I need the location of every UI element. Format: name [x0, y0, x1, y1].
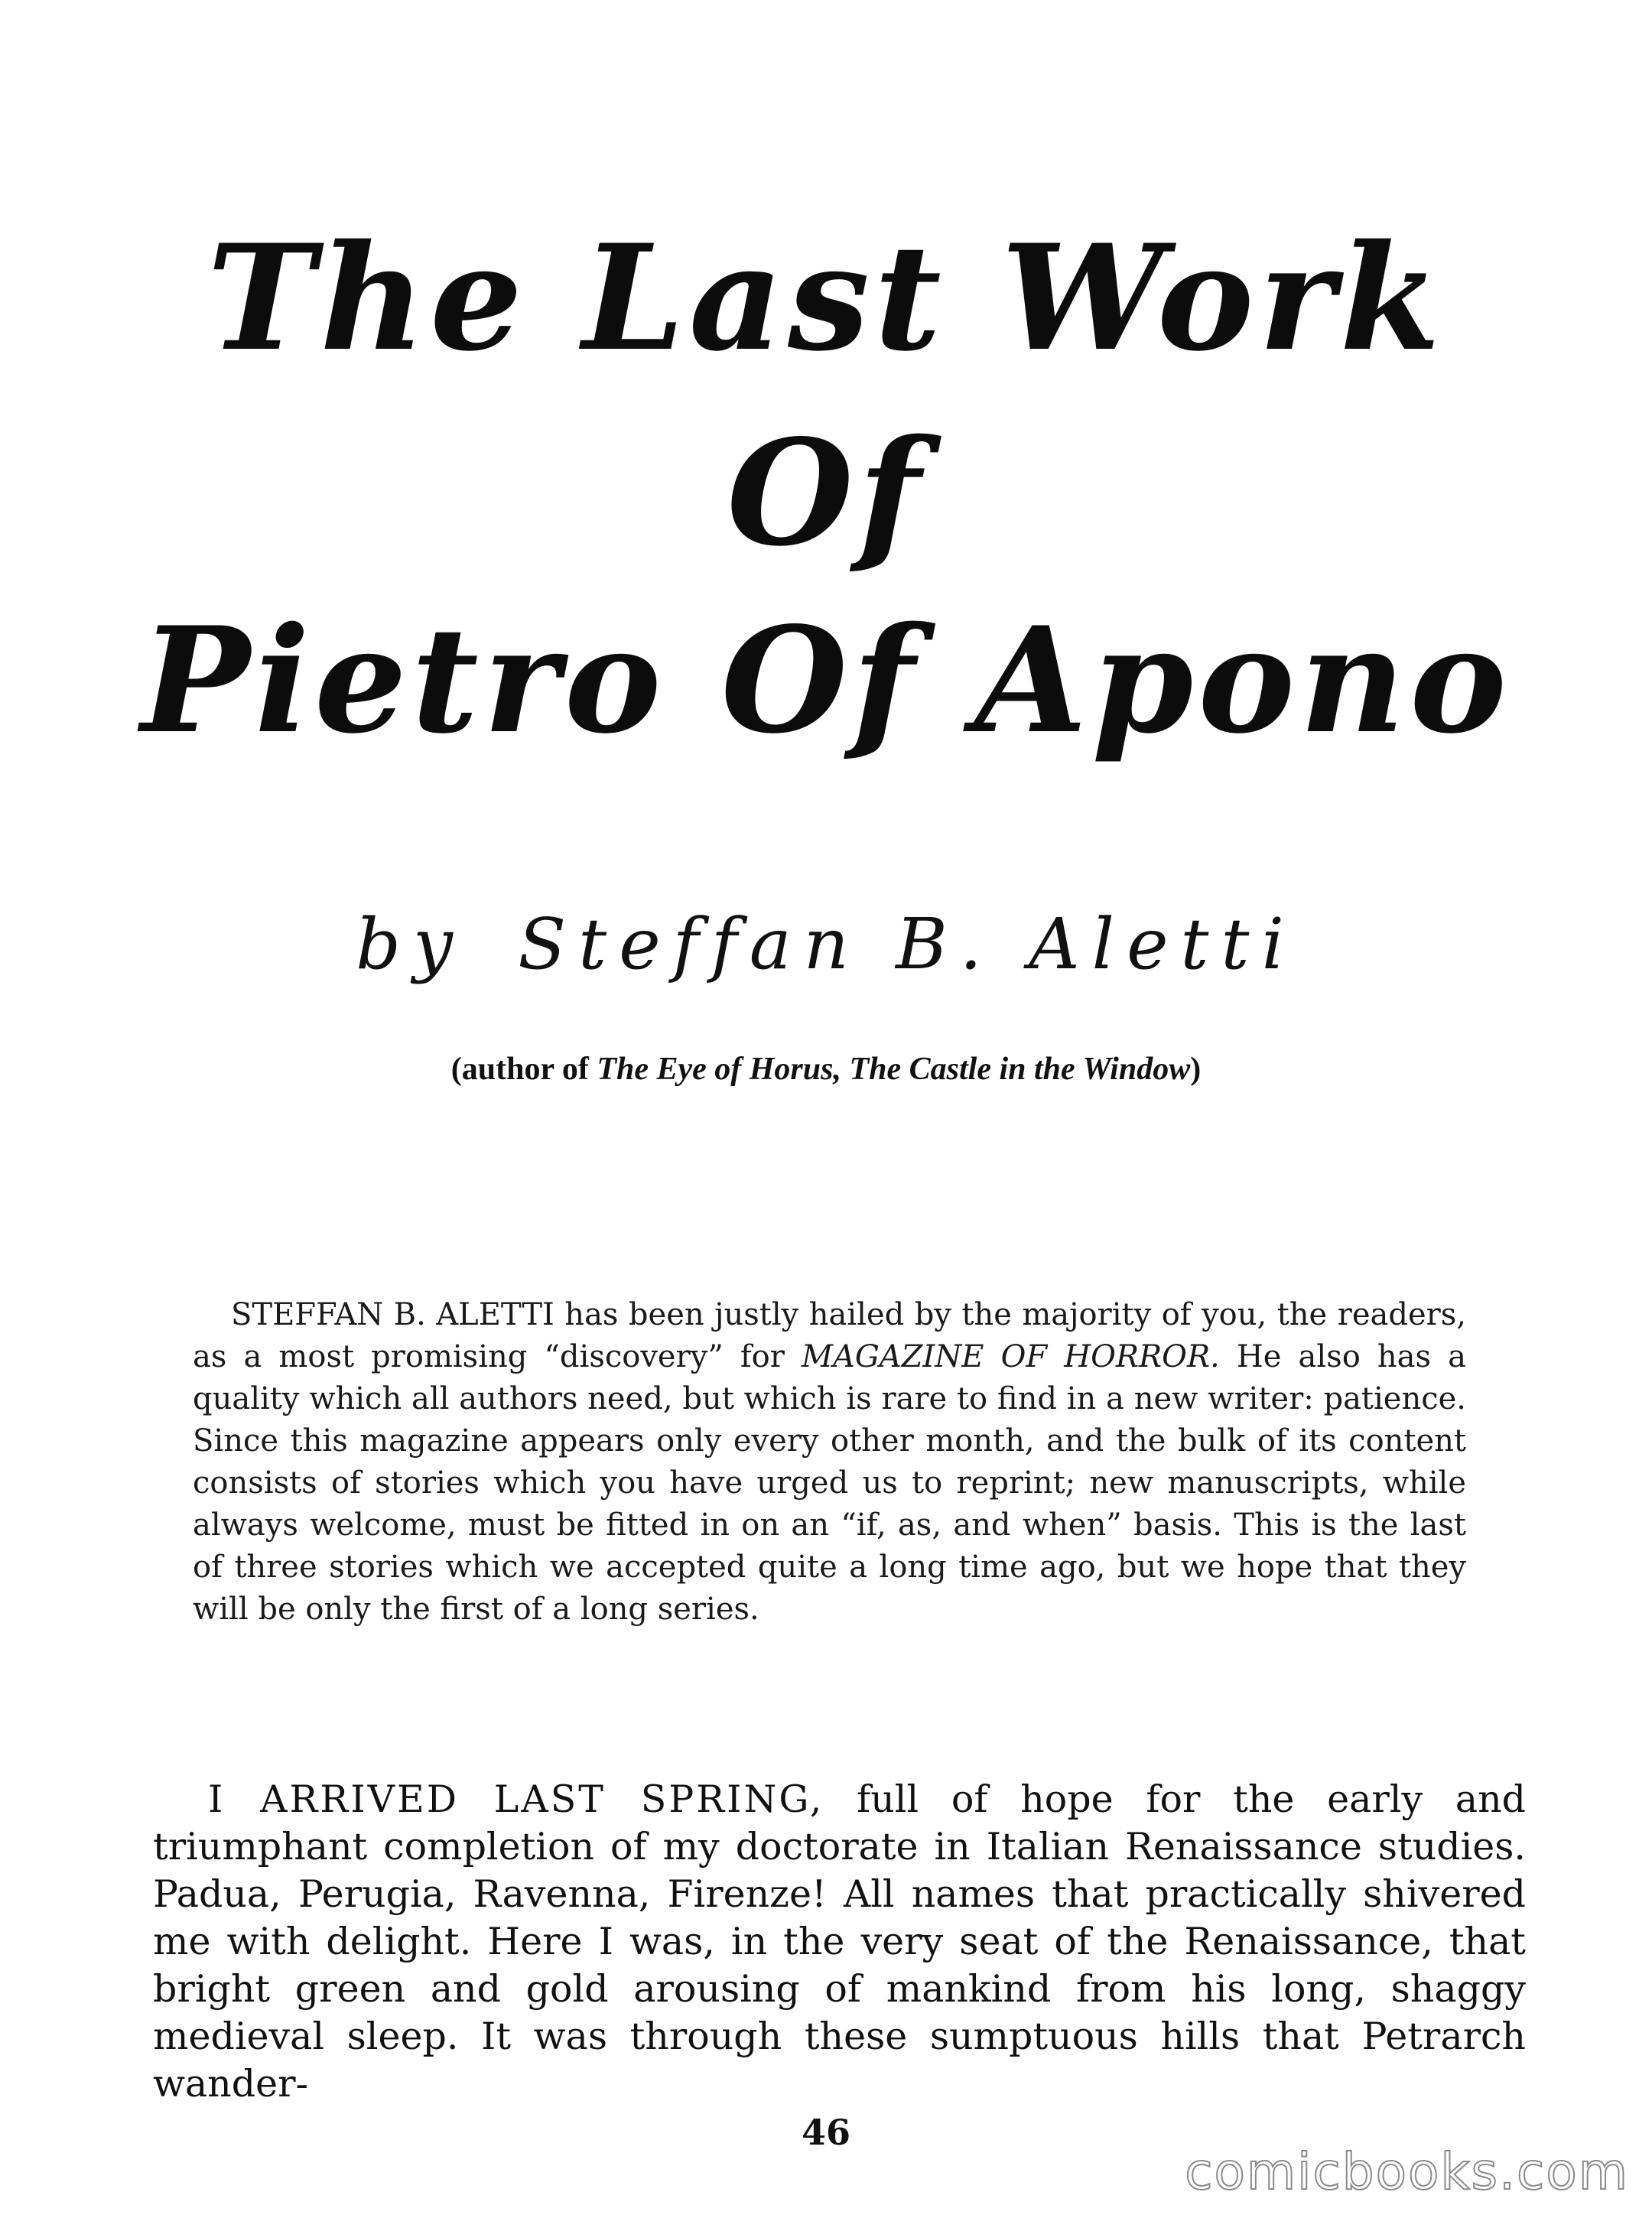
- story-title-line-3: Pietro Of Apono: [141, 595, 1511, 766]
- author-name: Steffan B. Aletti: [518, 903, 1296, 985]
- credit-book-titles: The Eye of Horus, The Castle in the Window: [597, 1052, 1191, 1087]
- credit-close: ): [1190, 1052, 1202, 1087]
- site-watermark: comicbooks.com: [1185, 2142, 1629, 2201]
- story-run-in: I ARRIVED LAST SPRING,: [208, 1777, 824, 1821]
- credit-open: (author of: [450, 1052, 597, 1087]
- byline-prefix: by: [356, 903, 465, 985]
- story-text: full of hope for the early and triumphant completion of my doctorate in Italian Renaissance studies. Padua, Perugia, Ravenna, Firenze! All names that practically shivered me with delight. Here I was, in the very seat of the Renaissance, that bright green and gold arousing of mankind from his long, shaggy medieval sleep. It was through these sumptuous hills that Petrarch wander-: [153, 1777, 1526, 2106]
- editorial-introduction: [193, 1294, 1466, 1631]
- author-credits: [0, 1048, 1652, 1091]
- page-number: 46: [801, 2112, 850, 2153]
- intro-lead: STEFFAN B. ALETTI has been justly hailed by the majority of you, the readers, as a most promising “discovery” for: [193, 1297, 1466, 1374]
- intro-rest: He also has a quality which all authors need, but which is rare to find in a new writer: patience. Since this magazine appears only every other month, and the bulk of its content consists of stories which you have urged us to reprint; new manuscripts, while always welcome, must be fitted in on an “if, as, and when” basis. This is the last of three stories which we accepted quite a long time ago, but we hope that they will be only the first of a long series.: [193, 1339, 1466, 1627]
- story-title-line-2: Of: [727, 408, 925, 578]
- author-byline: [0, 902, 1652, 987]
- story-opening-paragraph: [153, 1776, 1526, 2108]
- magazine-name: MAGAZINE OF HORROR.: [802, 1339, 1220, 1374]
- story-title-line-1: The Last Work: [206, 213, 1446, 383]
